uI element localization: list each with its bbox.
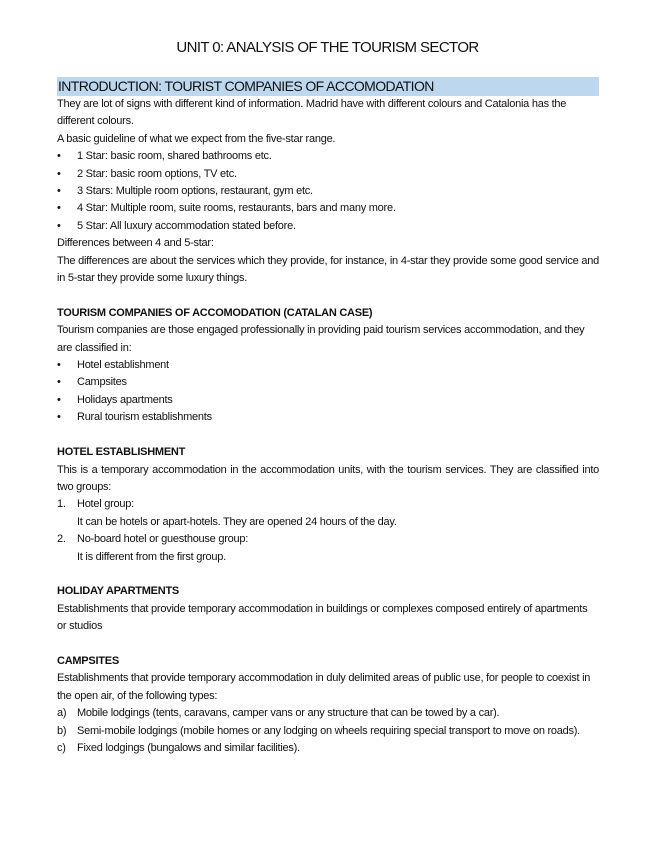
list-item: 2. No-board hotel or guesthouse group:: [57, 533, 249, 546]
section-heading-campsites: CAMPSITES: [57, 654, 119, 667]
campsite-types-list: [57, 705, 599, 757]
list-item: • 1 Star: basic room, shared bathrooms etc.: [57, 150, 272, 163]
paragraph: A basic guideline of what we expect from the five-star range.: [57, 132, 336, 145]
section-heading-catalan: TOURISM COMPANIES OF ACCOMODATION (CATALAN CASE): [57, 306, 373, 319]
list-item: • 4 Star: Multiple room, suite rooms, restaurants, bars and many more.: [57, 202, 396, 215]
paragraph: Differences between 4 and 5-star:: [57, 237, 214, 250]
document-body: [57, 77, 599, 757]
section-heading-introduction: INTRODUCTION: TOURIST COMPANIES OF ACCOMODATION: [57, 77, 599, 96]
hotel-groups-list: [57, 496, 599, 566]
list-item-detail: It can be hotels or apart-hotels. They are opened 24 hours of the day.: [77, 515, 397, 528]
list-item: • Campsites: [57, 376, 127, 389]
list-item: • Rural tourism establishments: [57, 411, 212, 424]
section-heading-apartments: HOLIDAY APARTMENTS: [57, 585, 180, 598]
star-list: [57, 148, 599, 235]
list-item: • 2 Star: basic room options, TV etc.: [57, 167, 237, 180]
list-item: c) Fixed lodgings (bungalows and similar facilities).: [57, 741, 300, 754]
classification-list: [57, 357, 599, 427]
list-item: • Holidays apartments: [57, 393, 173, 406]
paragraph: Tourism companies are those engaged professionally in providing paid tourism services accommodation, and they are classified in:: [57, 324, 585, 354]
paragraph: Establishments that provide temporary accommodation in duly delimited areas of public use, for people to coexist in the open air, of the following types:: [57, 672, 591, 702]
list-item: • Hotel establishment: [57, 359, 169, 372]
document-title: UNIT 0: ANALYSIS OF THE TOURISM SECTOR: [176, 39, 479, 56]
list-item-detail: It is different from the first group.: [77, 550, 226, 563]
paragraph: They are lot of signs with different kind of information. Madrid have with different colours and Catalonia has the different colours.: [57, 98, 567, 128]
list-item: 1. Hotel group:: [57, 498, 134, 511]
list-item: • 3 Stars: Multiple room options, restaurant, gym etc.: [57, 185, 313, 198]
paragraph: Establishments that provide temporary accommodation in buildings or complexes composed entirely of apartments or studios: [57, 602, 588, 633]
list-item: b) Semi-mobile lodgings (mobile homes or any lodging on wheels requiring special transport to move on roads).: [57, 724, 580, 737]
list-item: a) Mobile lodgings (tents, caravans, camper vans or any structure that can be towed by a car).: [57, 707, 500, 720]
paragraph: This is a temporary accommodation in the accommodation units, with the tourism services. They are classified into two groups:: [57, 463, 599, 493]
paragraph: The differences are about the services which they provide, for instance, in 4-star they provide some good service and in 5-star they provide some luxury things.: [57, 254, 599, 285]
section-heading-hotel: HOTEL ESTABLISHMENT: [57, 446, 186, 459]
list-item: • 5 Star: All luxury accommodation stated before.: [57, 219, 296, 232]
